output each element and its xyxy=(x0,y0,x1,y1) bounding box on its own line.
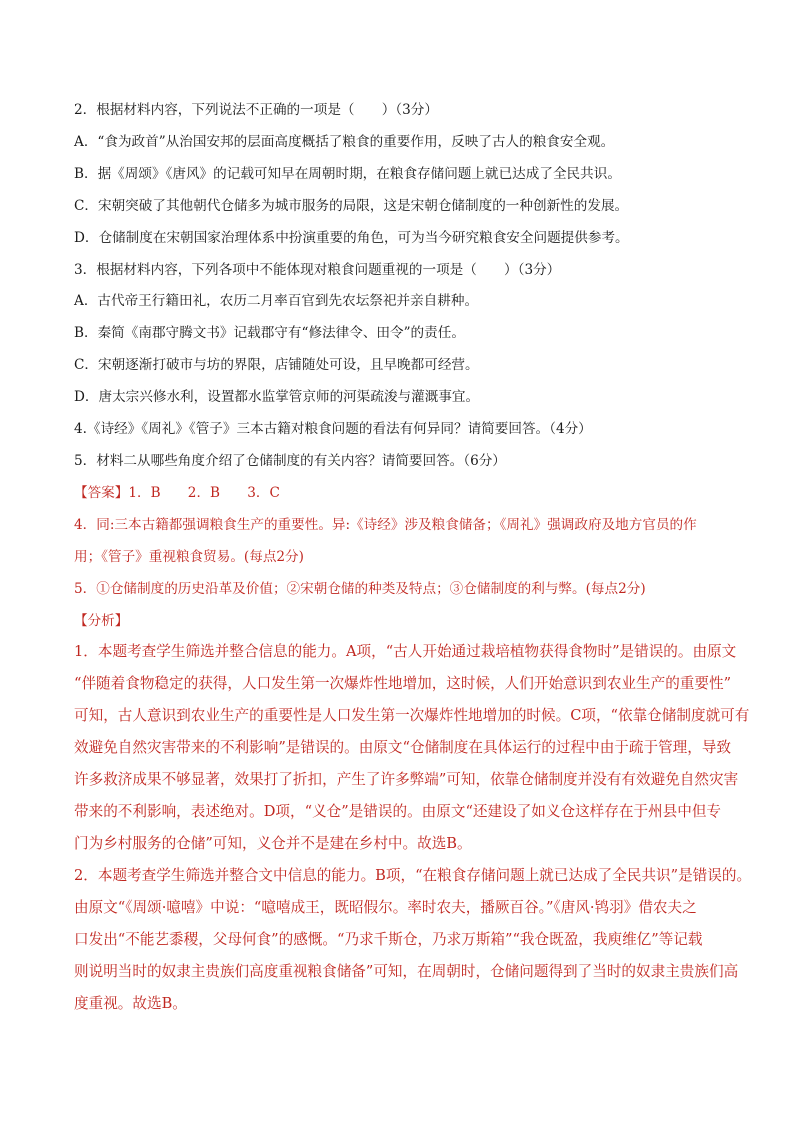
answer-4-line-2: 用；《管子》重视粮食贸易。(每点2分) xyxy=(74,549,304,565)
question-3-option-b: B．秦简《南郡守腾文书》记载郡守有“修法律令、田令”的责任。 xyxy=(74,325,465,341)
question-3-stem: 3．根据材料内容，下列各项中不能体现对粮食问题重视的一项是（ ）（3分） xyxy=(74,262,561,278)
analysis-line: 2．本题考查学生筛选并整合文中信息的能力。B项，“在粮食存储问题上就已达成了全民共识”是错误的。 xyxy=(74,867,752,884)
question-3-option-d: D．唐太宗兴修水利，设置都水监掌管京师的河渠疏浚与灌溉事宜。 xyxy=(74,389,480,405)
analysis-line: 许多救济成果不够显著，效果打了折扣，产生了许多弊端”可知，依靠仓储制度并没有有效避免自然灾害 xyxy=(74,771,739,788)
question-2-stem: 2．根据材料内容，下列说法不正确的一项是（ ）（3分） xyxy=(74,102,438,118)
analysis-line: 度重视。故选B。 xyxy=(74,995,187,1012)
analysis-line: 效避免自然灾害带来的不利影响”是错误的。由原文“仓储制度在具体运行的过程中由于疏于管理，导致 xyxy=(74,739,732,756)
question-2-option-a: A．“食为政首”从治国安邦的层面高度概括了粮食的重要作用，反映了古人的粮食安全观。 xyxy=(74,134,615,150)
analysis-line: 则说明当时的奴隶主贵族们高度重视粮食储备”可知，在周朝时，仓储问题得到了当时的奴隶主贵族们高 xyxy=(74,963,739,980)
question-5-stem: 5．材料二从哪些角度介绍了仓储制度的有关内容？请简要回答。（6分） xyxy=(74,453,506,469)
answer-key: 【答案】1．B 2．B 3．C xyxy=(74,485,280,501)
question-3-option-c: C．宋朝逐渐打破市与坊的界限，店铺随处可设，且早晚都可经营。 xyxy=(74,357,479,373)
analysis-line: 带来的不利影响，表述绝对。D项，“义仓”是错误的。由原文“还建设了如义仓这样存在于州县中但专 xyxy=(74,803,722,820)
analysis-line: 口发出“不能艺黍稷，父母何食”的感慨。“乃求千斯仓，乃求万斯箱”“我仓既盈，我庾维亿”等记载 xyxy=(74,931,703,948)
question-3-option-a: A．古代帝王行籍田礼，农历二月率百官到先农坛祭祀并亲自耕种。 xyxy=(74,293,479,309)
analysis-line: 门为乡村服务的仓储”可知，义仓并不是建在乡村中。故选B。 xyxy=(74,835,472,852)
answer-4-line-1: 4．同:三本古籍都强调粮食生产的重要性。异:《诗经》涉及粮食储备；《周礼》强调政府及地方官员的作 xyxy=(74,517,697,533)
question-2-option-d: D．仓储制度在宋朝国家治理体系中扮演重要的角色，可为当今研究粮食安全问题提供参考。 xyxy=(74,230,629,246)
answer-5: 5．①仓储制度的历史沿革及价值；②宋朝仓储的种类及特点；③仓储制度的利与弊。(每点2分) xyxy=(74,581,646,597)
question-4-stem: 4.《诗经》《周礼》《管子》三本古籍对粮食问题的看法有何异同？请简要回答。（4分） xyxy=(74,421,592,437)
analysis-line: 可知，古人意识到农业生产的重要性是人口发生第一次爆炸性地增加的时候。C项，“依靠仓储制度就可有 xyxy=(74,707,750,724)
analysis-heading: 【分析】 xyxy=(74,613,129,629)
question-2-option-c: C．宋朝突破了其他朝代仓储多为城市服务的局限，这是宋朝仓储制度的一种创新性的发展。 xyxy=(74,198,629,214)
analysis-line: 由原文“《周颂·噫嘻》中说：“噫嘻成王，既昭假尔。率时农夫，播厥百谷。”《唐风·鸨羽》借农夫之 xyxy=(74,899,697,916)
question-2-option-b: B．据《周颂》《唐风》的记载可知早在周朝时期，在粮食存储问题上就已达成了全民共识。 xyxy=(74,166,621,182)
analysis-line: “伴随着食物稳定的获得，人口发生第一次爆炸性地增加，这时候，人们开始意识到农业生产的重要性” xyxy=(74,675,732,692)
analysis-line: 1．本题考查学生筛选并整合信息的能力。A项，“古人开始通过栽培植物获得食物时”是错误的。由原文 xyxy=(74,643,737,660)
